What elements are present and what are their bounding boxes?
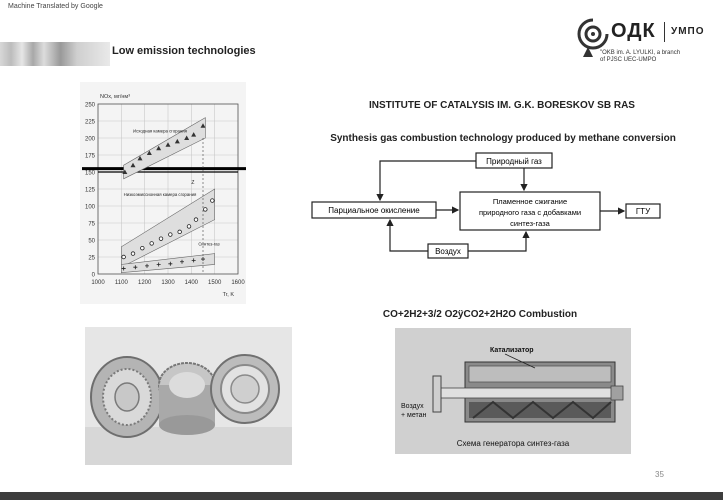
y-tick-label: 125 [84, 187, 95, 194]
data-point-circle [159, 237, 163, 241]
y-axis-label: NOx, мг/нм³ [100, 94, 131, 100]
x-tick-label: 1300 [161, 280, 175, 286]
logo-divider [664, 22, 665, 42]
partial-oxidation-label: Парциальное окисление [328, 206, 420, 215]
x-tick-label: 1500 [207, 280, 222, 286]
decorative-banner [0, 42, 110, 66]
x-tick-label: 1400 [184, 280, 199, 286]
data-point-circle [150, 242, 154, 246]
nox-chart-svg [80, 82, 246, 304]
x-tick-label: 1000 [91, 280, 105, 286]
inlet-label-line2: + метан [401, 412, 427, 419]
x-axis-label: Tr, K [222, 292, 234, 298]
syngas-generator-diagram [395, 328, 631, 454]
annotation-original-chamber: Исходная камера сгорания [133, 128, 187, 134]
flame-combustion-line1: Пламенное сжигание [492, 197, 568, 206]
catalyst-label: Катализатор [490, 347, 534, 354]
air-label: Воздух [435, 247, 461, 256]
y-tick-label: 100 [84, 204, 95, 211]
annotation-low-emission-chamber: Низкоэмиссионная камера сгорания [123, 191, 197, 197]
data-point-circle [122, 255, 126, 259]
catalyst-rolls-photo [85, 327, 292, 465]
data-point-circle [204, 208, 208, 212]
gtu-label: ГТУ [635, 207, 651, 216]
branch-subtitle-line2: of PJSC UEC-UMPO [600, 57, 657, 63]
data-point-circle [211, 199, 215, 203]
page-number: 35 [655, 470, 664, 479]
combustion-formula: CO+2H2+3/2 O2ÿCO2+2H2O Combustion [382, 309, 578, 320]
y-tick-label: 225 [84, 119, 95, 126]
data-point-circle [169, 233, 173, 237]
x-tick-label: 1100 [114, 280, 128, 286]
data-point-circle [141, 246, 145, 250]
x-tick-label: 1200 [137, 280, 152, 286]
brand-name-secondary: УМПО [671, 26, 705, 37]
flame-combustion-line3: синтез-газа [510, 219, 550, 228]
y-tick-label: 250 [84, 102, 95, 109]
brand-name: ОДК [611, 20, 656, 42]
annotation-z: Z [191, 180, 195, 187]
natural-gas-label: Природный газ [486, 157, 542, 166]
y-tick-label: 175 [84, 153, 95, 160]
y-tick-label: 50 [88, 238, 95, 245]
y-tick-label: 150 [84, 170, 95, 177]
slide-title: Low emission technologies [112, 45, 256, 57]
synthesis-title: Synthesis gas combustion technology produced by methane conversion [330, 133, 676, 144]
y-tick-label: 75 [88, 221, 95, 228]
inlet-label-line1: Воздух [401, 403, 424, 410]
nox-chart [80, 82, 246, 304]
branch-subtitle-line1: "OKB im. A. LYULKI, a branch [600, 50, 681, 56]
data-point-circle [187, 225, 191, 229]
y-tick-label: 200 [84, 136, 95, 143]
flame-combustion-line2: природного газа с добавками [478, 208, 582, 217]
institute-title: INSTITUTE OF CATALYSIS IM. G.K. BORESKOV SB RAS [369, 100, 635, 111]
process-flowchart [310, 150, 666, 260]
data-point-circle [131, 252, 135, 256]
y-tick-label: 0 [91, 272, 95, 279]
generator-caption: Схема генератора синтез-газа [456, 439, 570, 448]
data-point-circle [194, 218, 198, 222]
x-tick-label: 1600 [231, 280, 245, 286]
footer-bar [0, 492, 723, 500]
machine-translated-label: Machine Translated by Google [8, 3, 103, 10]
data-point-circle [178, 230, 182, 234]
y-tick-label: 25 [88, 255, 95, 262]
annotation-syngas: Синтез-газ [198, 241, 220, 247]
